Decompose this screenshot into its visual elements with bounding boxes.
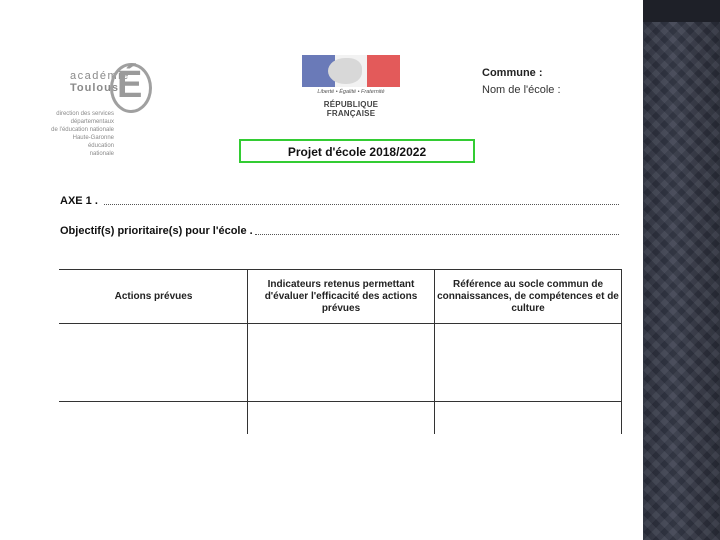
objectif-label: Objectif(s) prioritaire(s) pour l'école . — [60, 225, 253, 237]
republique-motto: Liberté • Égalité • Fraternité — [317, 89, 385, 95]
table-row-divider — [59, 401, 622, 402]
axe-label: AXE 1 . — [60, 195, 98, 207]
strip-top-band — [643, 0, 720, 22]
academie-logo-letter: É — [117, 64, 143, 106]
marianne-profile-icon — [328, 58, 362, 84]
table-column-divider — [247, 269, 248, 434]
academie-caption-line: départementaux — [70, 119, 114, 125]
academie-caption-line: nationale — [89, 151, 114, 157]
table-top-border — [59, 269, 622, 270]
marianne-logo — [302, 55, 400, 87]
academie-caption-line: éducation — [87, 143, 114, 149]
table-header-divider — [59, 323, 622, 324]
academie-logo-caption — [42, 110, 114, 158]
table-header-reference: Référence au socle commun de connaissances, de compétences et de culture — [437, 279, 619, 314]
flag-red-band — [367, 55, 400, 87]
table-right-border — [621, 269, 622, 434]
table-header-indicateurs: Indicateurs retenus permettant d'évaluer l'efficacité des actions prévues — [264, 279, 418, 314]
project-title-box — [239, 139, 475, 163]
objectif-fill-line — [255, 234, 619, 235]
republique-name: RÉPUBLIQUE FRANÇAISE — [323, 100, 379, 118]
axe-fill-line — [104, 204, 619, 205]
academie-caption-line: de l'éducation nationale — [51, 127, 114, 133]
nom-ecole-label: Nom de l'école : — [482, 84, 561, 96]
academie-caption-line: Haute-Garonne — [72, 135, 114, 141]
decorative-side-strip — [643, 0, 720, 540]
project-title: Projet d'école 2018/2022 — [287, 145, 427, 159]
academie-logo-word: académie — [70, 70, 130, 82]
academie-caption-line: direction des services — [56, 111, 114, 117]
academie-logo-city: Toulouse — [70, 82, 127, 94]
table-header-actions: Actions prévues — [114, 291, 193, 302]
table-column-divider — [434, 269, 435, 434]
commune-label: Commune : — [482, 67, 543, 79]
